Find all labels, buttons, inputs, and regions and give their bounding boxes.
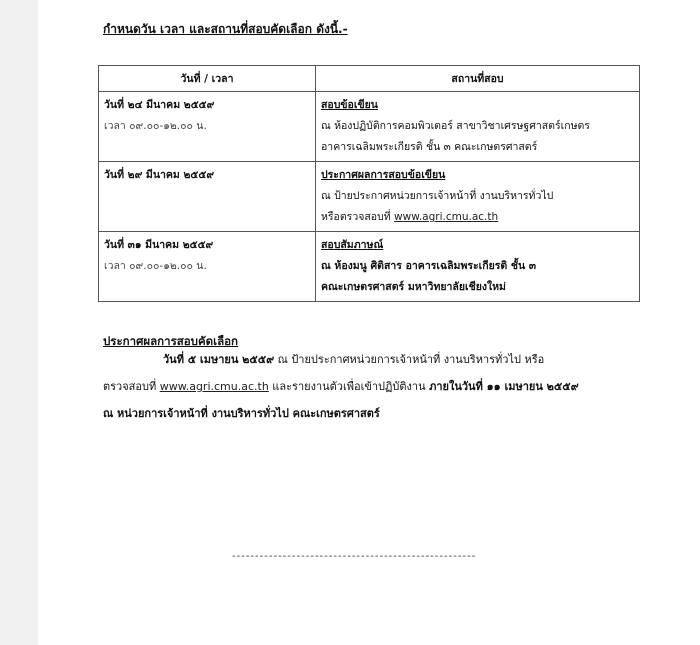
table-row [99, 232, 640, 302]
result-date: วันที่ ๕ เมษายน ๒๕๕๙ [163, 353, 275, 366]
row-heading: สอบข้อเขียน [321, 99, 378, 111]
row-date: วันที่ ๒๔ มีนาคม ๒๕๕๙ [104, 99, 215, 111]
row-detail: ณ ป้ายประกาศหน่วยการเจ้าหน้าที่ งานบริหารทั่วไป [321, 190, 554, 202]
table-row [99, 92, 640, 162]
website-link[interactable]: www.agri.cmu.ac.th [394, 211, 499, 223]
row-detail: ณ ห้องมนู ศิติสาร อาคารเฉลิมพระเกียรติ ชั้น ๓ [321, 260, 536, 272]
row-detail: ณ ห้องปฏิบัติการคอมพิวเตอร์ สาขาวิชาเศรษฐศาสตร์เกษตร [321, 120, 590, 132]
row-detail: อาคารเฉลิมพระเกียรติ ชั้น ๓ คณะเกษตรศาสตร์ [321, 141, 538, 153]
column-header-venue: สถานที่สอบ [316, 66, 640, 92]
date-cell [99, 162, 316, 232]
row-detail: คณะเกษตรศาสตร์ มหาวิทยาลัยเชียงใหม่ [321, 281, 506, 293]
row-detail [321, 207, 634, 228]
line2-mid: และรายงานตัวเพื่อเข้าปฏิบัติงาน [268, 380, 430, 393]
row-heading: สอบสัมภาษณ์ [321, 239, 384, 251]
website-link[interactable]: www.agri.cmu.ac.th [159, 380, 269, 393]
check-prefix: หรือตรวจสอบที่ [321, 211, 391, 223]
row-date: วันที่ ๓๑ มีนาคม ๒๕๕๙ [104, 239, 214, 251]
venue-cell [316, 162, 640, 232]
date-cell [99, 92, 316, 162]
row-time: เวลา ๐๙.๐๐-๑๒.๐๐ น. [104, 260, 207, 272]
end-divider: ----------------------------------------------------- [232, 551, 477, 562]
page-heading: กำหนดวัน เวลา และสถานที่สอบคัดเลือก ดังนี้.- [103, 22, 348, 36]
row-time: เวลา ๐๙.๐๐-๑๒.๐๐ น. [104, 120, 207, 132]
paragraph-line [103, 346, 643, 373]
venue-cell [316, 232, 640, 302]
venue-cell [316, 92, 640, 162]
line2-prefix: ตรวจสอบที่ [103, 380, 160, 393]
table-header-row [99, 66, 640, 92]
date-cell [99, 232, 316, 302]
deadline-text: ภายในวันที่ ๑๑ เมษายน ๒๕๕๙ [429, 380, 579, 393]
table-row [99, 162, 640, 232]
paragraph-line [103, 373, 643, 400]
row-heading: ประกาศผลการสอบข้อเขียน [321, 169, 446, 181]
result-title: ประกาศผลการสอบคัดเลือก [103, 334, 238, 348]
row-date: วันที่ ๒๙ มีนาคม ๒๕๕๙ [104, 169, 215, 181]
column-header-date: วันที่ / เวลา [99, 66, 316, 92]
result-paragraph [103, 346, 643, 427]
line1-text: ณ ป้ายประกาศหน่วยการเจ้าหน้าที่ งานบริหารทั่วไป หรือ [274, 353, 545, 366]
paragraph-line: ณ หน่วยการเจ้าหน้าที่ งานบริหารทั่วไป คณะเกษตรศาสตร์ [103, 407, 380, 420]
schedule-table [98, 65, 640, 302]
